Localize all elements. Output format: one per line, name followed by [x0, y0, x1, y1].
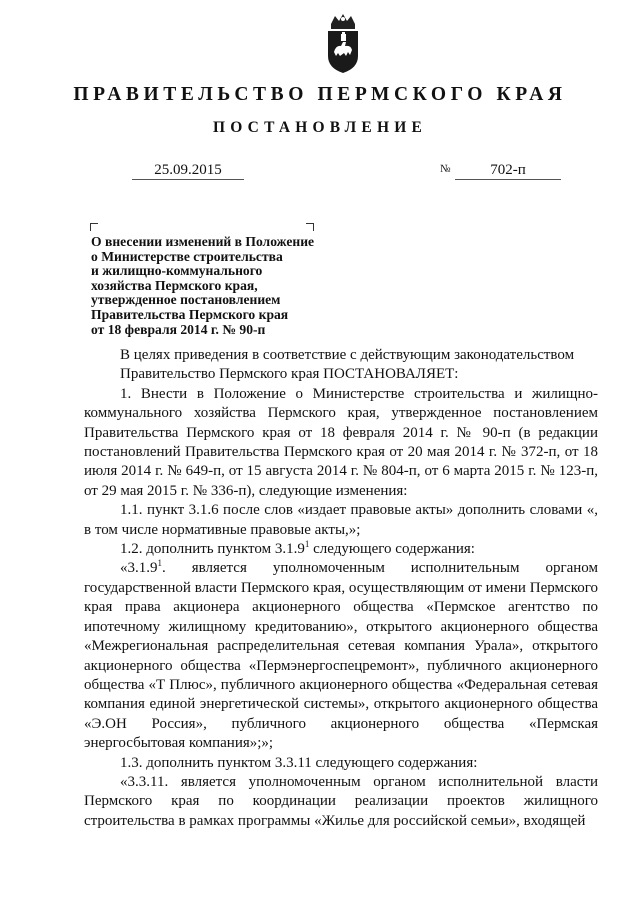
- intro-line-2: Правительство Пермского края ПОСТАНОВАЛЯЕТ:: [120, 366, 459, 383]
- item-1-2-text: 1.2. дополнить пунктом 3.1.9: [120, 541, 305, 558]
- intro-line-1: В целях приведения в соответствие с действующим законодательством: [120, 347, 575, 363]
- document-number: 702-п: [455, 161, 561, 180]
- heading-line: о Министерстве строительства: [91, 248, 283, 264]
- heading-line: и жилищно-коммунального: [91, 263, 263, 279]
- document-type: ПОСТАНОВЛЕНИЕ: [212, 119, 428, 136]
- paragraph-item-1-2: [84, 540, 598, 559]
- item-3-1-9-text: «3.1.9: [120, 560, 158, 577]
- heading-line: Правительства Пермского края: [91, 306, 289, 322]
- paragraph-item-3-3-11: «3.3.11. является уполномоченным органом исполнительной власти Пермского края по координации реализации проектов жилищного строительства в рамках программы «Жилье для российской семьи», входящей: [84, 773, 598, 829]
- document-body: [84, 346, 598, 831]
- superscript: 1: [304, 539, 310, 550]
- heading-line: О внесении изменений в Положение: [91, 234, 315, 249]
- paragraph-item-3-1-9: [84, 559, 598, 753]
- paragraph-item-1-1: 1.1. пункт 3.1.6 после слов «издает правовые акты» дополнить словами «, в том числе нормативные правовые акты,»;: [84, 502, 598, 538]
- item-1-2-tail: следующего содержания:: [309, 541, 475, 558]
- heading-corner-right: [306, 223, 314, 231]
- superscript: 1: [157, 558, 162, 569]
- document-date: 25.09.2015: [132, 161, 244, 180]
- heading-line: от 18 февраля 2014 г. № 90-п: [91, 321, 266, 337]
- number-sign: №: [440, 163, 451, 175]
- paragraph-item-1: 1. Внести в Положение о Министерстве строительства и жилищно-коммунального хозяйства Пермского края, утвержденное постановлением Правительства Пермского края от 18 февраля 2014 г. № 90-п (в редакции постановлений Правительства Пермского края от 20 мая 2014 г. № 372-п, от 18 июля 2014 г. № 649-п, от 15 августа 2014 г. № 804-п, от 6 марта 2015 г. № 123-п, от 29 мая 2015 г. № 336-п), следующие изменения:: [84, 385, 598, 499]
- heading-corner-left: [90, 223, 98, 231]
- heading-line: хозяйства Пермского края,: [91, 277, 258, 293]
- heading-line: утвержденное постановлением: [91, 292, 281, 308]
- document-heading: [91, 235, 351, 337]
- government-title: ПРАВИТЕЛЬСТВО ПЕРМСКОГО КРАЯ: [73, 84, 567, 105]
- perm-krai-coat-of-arms-icon: [323, 12, 363, 74]
- paragraph-item-1-3: 1.3. дополнить пунктом 3.3.11 следующего содержания:: [120, 754, 478, 771]
- item-3-1-9-tail: . является уполномоченным исполнительным органом государственной власти Пермского края, осуществляющим от имени Пермского края права акционера акционерного общества «Пермское агентство по ипотечному жилищному кредитованию», открытого акционерного общества «Межрегиональная распределительная сетевая компания Урала», открытого акционерного общества «Пермэнергоспецремонт», публичного акционерного общества «Т Плюс», публичного акционерного общества «Федеральная сетевая компания единой энергетической системы», открытого акционерного общества «Э.ОН Россия», публичного акционерного общества «Пермская энергосбытовая компания»;»;: [84, 560, 598, 752]
